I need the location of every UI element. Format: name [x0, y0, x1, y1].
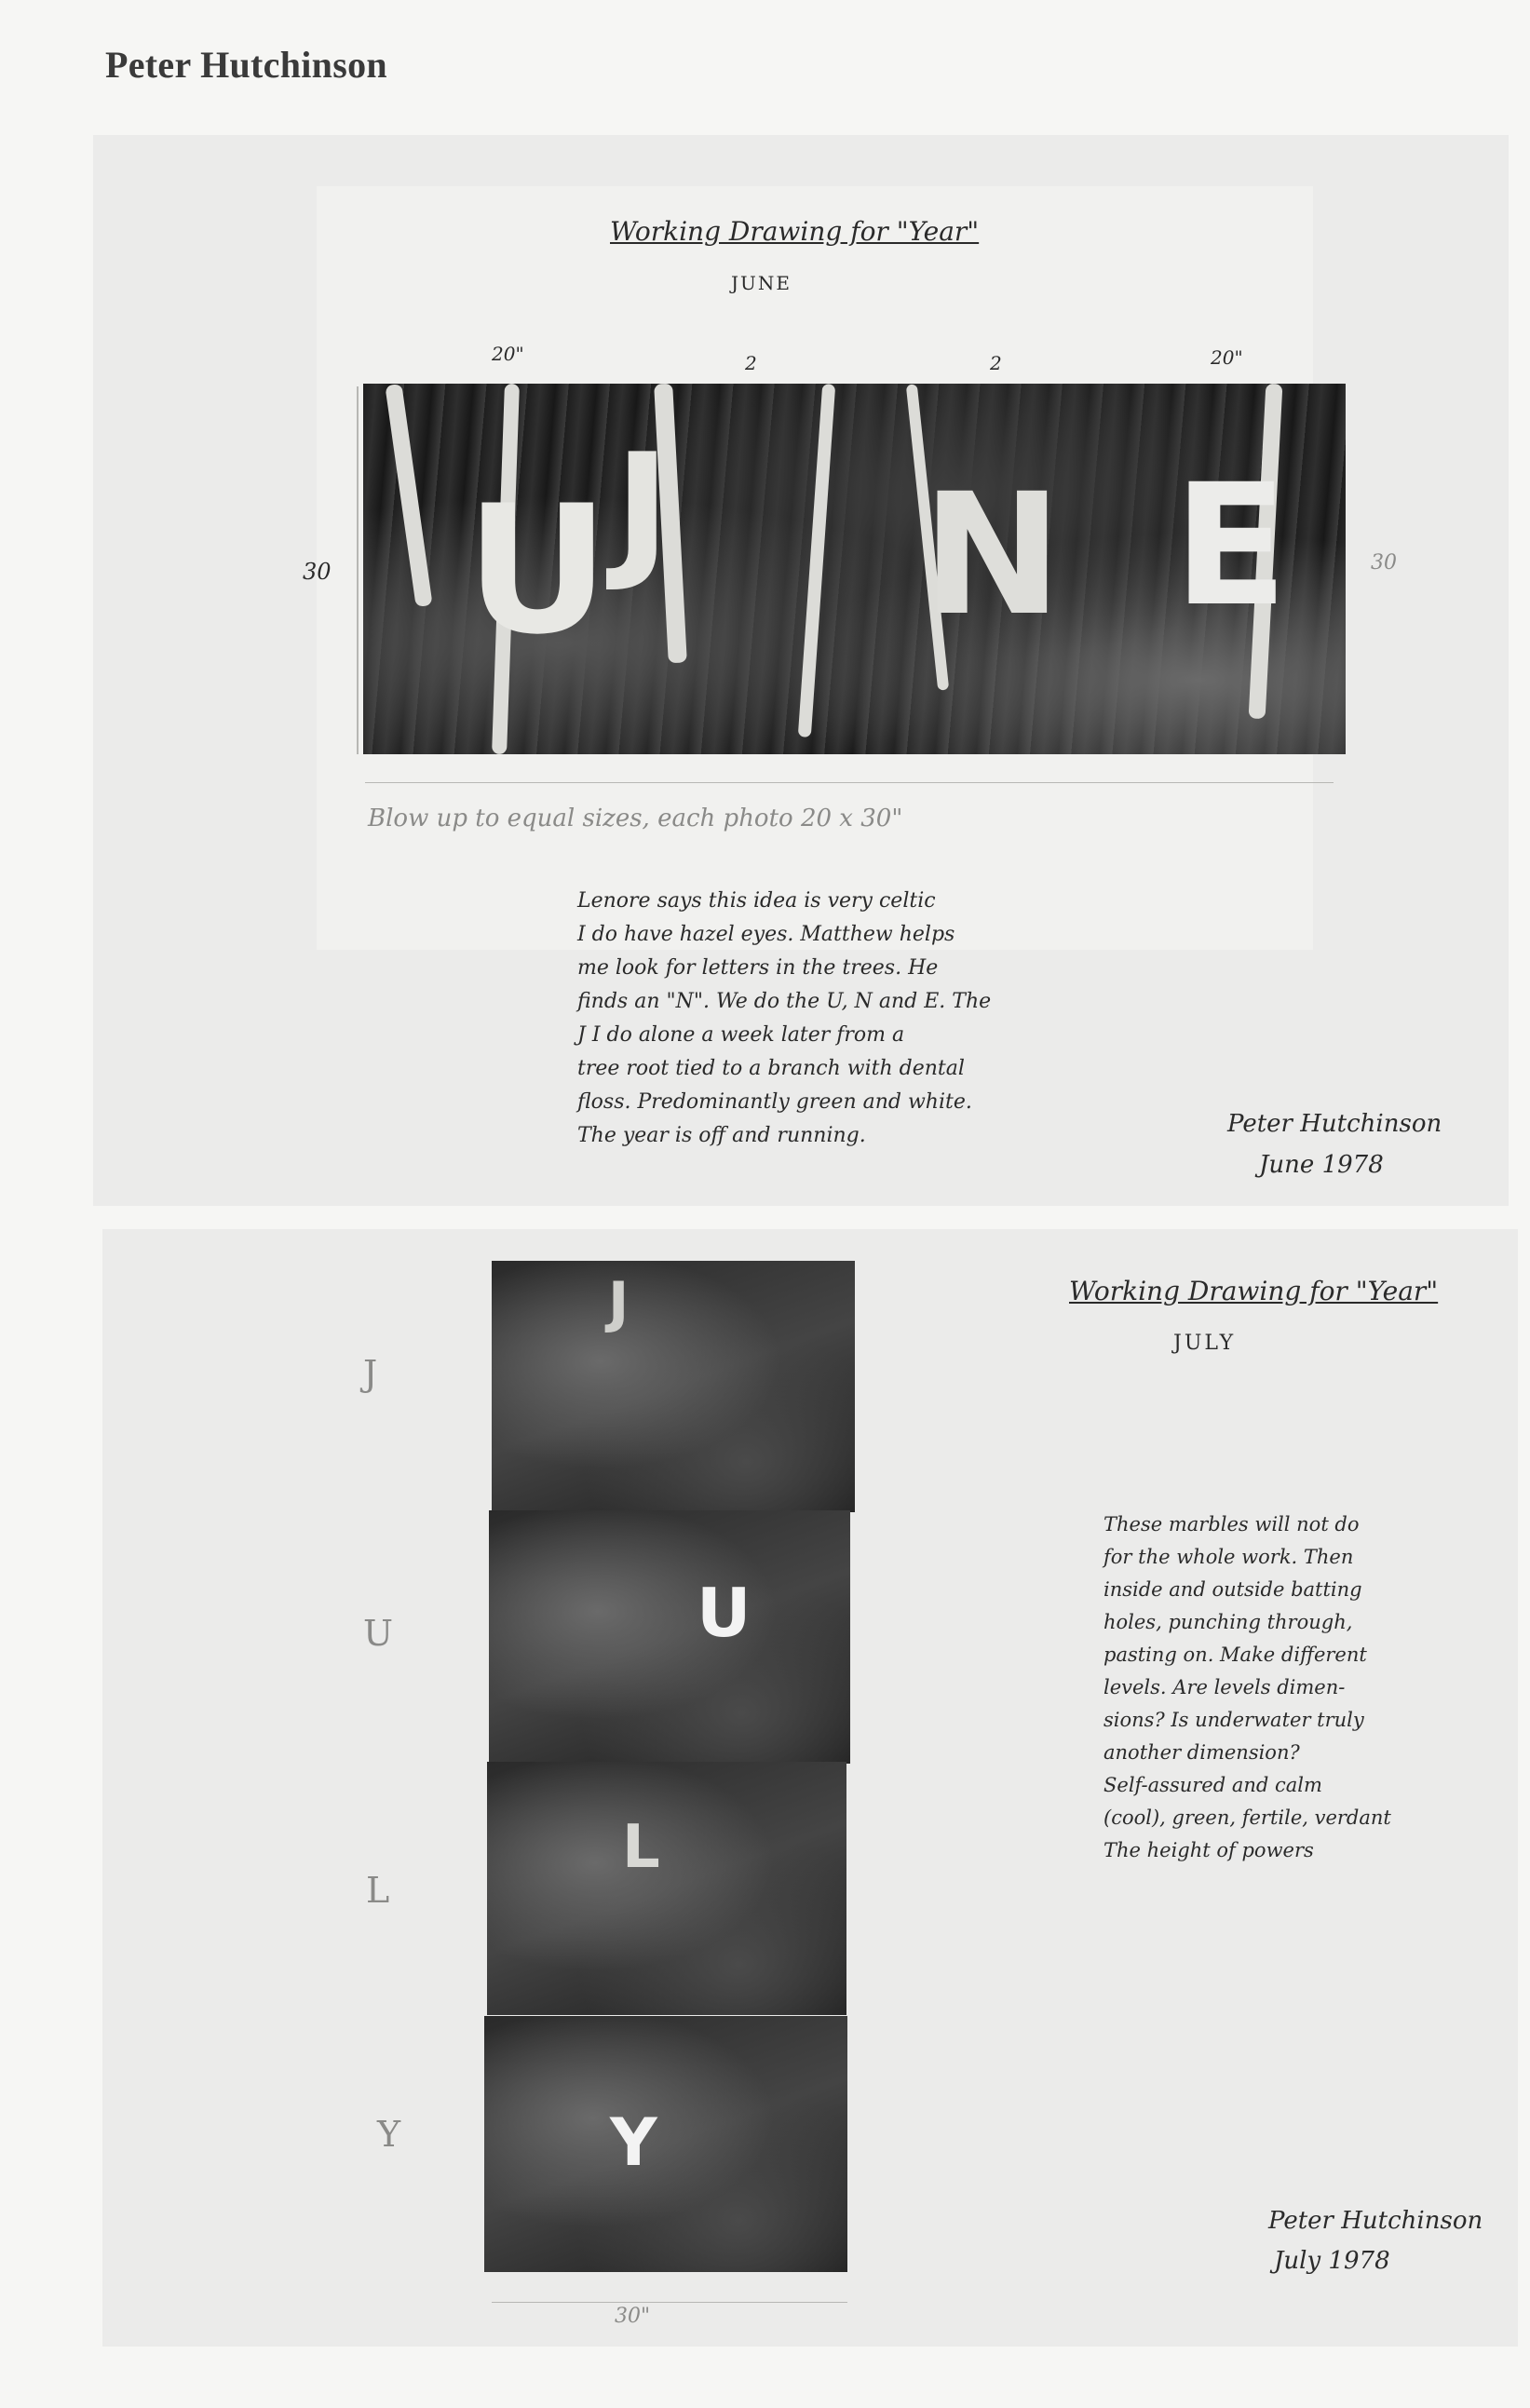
june-letter-n: N	[922, 458, 1063, 653]
july-panel-j	[492, 1261, 855, 1512]
july-bottom-dim: 30"	[615, 2305, 651, 2328]
july-side-letter-j: J	[363, 1353, 378, 1394]
june-date: June 1978	[1259, 1151, 1384, 1179]
june-vertical-arrow-line	[357, 386, 359, 754]
july-panel-u	[489, 1510, 850, 1764]
june-dim-4: 20"	[1211, 346, 1243, 369]
july-letter-u: U	[697, 1574, 751, 1652]
june-signature: Peter Hutchinson	[1227, 1110, 1442, 1138]
june-side-dim-left: 30	[303, 559, 332, 585]
june-notes: Lenore says this idea is very celtic I do have hazel eyes. Matthew helps me look for letters in the trees. He finds an "N". We do the U, N and E. The J I do alone a week later from a tree root tied to a branch with dental floss. Predominantly green and white. The year is off and running.	[577, 889, 992, 1147]
june-dim-3: 2	[990, 352, 1002, 374]
july-letter-y: Y	[610, 2104, 657, 2181]
july-side-letter-l: L	[366, 1870, 390, 1911]
june-side-dim-right: 30	[1371, 551, 1397, 575]
july-notes: These marbles will not do for the whole work. Then inside and outside batting holes, punching through, pasting on. Make different levels. Are levels dimen- sions? Is underwater truly another dimension? Self-assured and calm (cool), green, fertile, verdant The height of powers	[1103, 1513, 1391, 1861]
july-month-label: JULY	[1173, 1332, 1237, 1355]
page-title: Peter Hutchinson	[105, 44, 387, 86]
july-bottom-arrow-line	[492, 2302, 847, 2303]
july-letter-l: L	[622, 1813, 660, 1882]
june-month-label: JUNE	[731, 272, 792, 294]
june-horizontal-arrow-line	[365, 782, 1334, 783]
june-letter-j: J	[615, 421, 670, 595]
july-signature: Peter Hutchinson	[1268, 2207, 1483, 2235]
july-side-letter-y: Y	[377, 2114, 401, 2155]
july-date: July 1978	[1274, 2247, 1390, 2275]
june-dim-2: 2	[745, 352, 757, 374]
june-photo	[363, 384, 1346, 754]
july-panel-l	[487, 1762, 846, 2015]
june-dim-1: 20"	[492, 343, 524, 365]
july-side-letter-u: U	[363, 1613, 394, 1654]
july-panel-y	[484, 2016, 847, 2272]
july-letter-j: J	[608, 1270, 630, 1335]
june-letter-e: E	[1173, 449, 1288, 643]
june-caption: Blow up to equal sizes, each photo 20 x 30"	[368, 805, 903, 832]
june-letter-u: U	[466, 467, 610, 673]
july-heading: Working Drawing for "Year"	[1069, 1276, 1439, 1306]
june-heading: Working Drawing for "Year"	[610, 216, 980, 247]
